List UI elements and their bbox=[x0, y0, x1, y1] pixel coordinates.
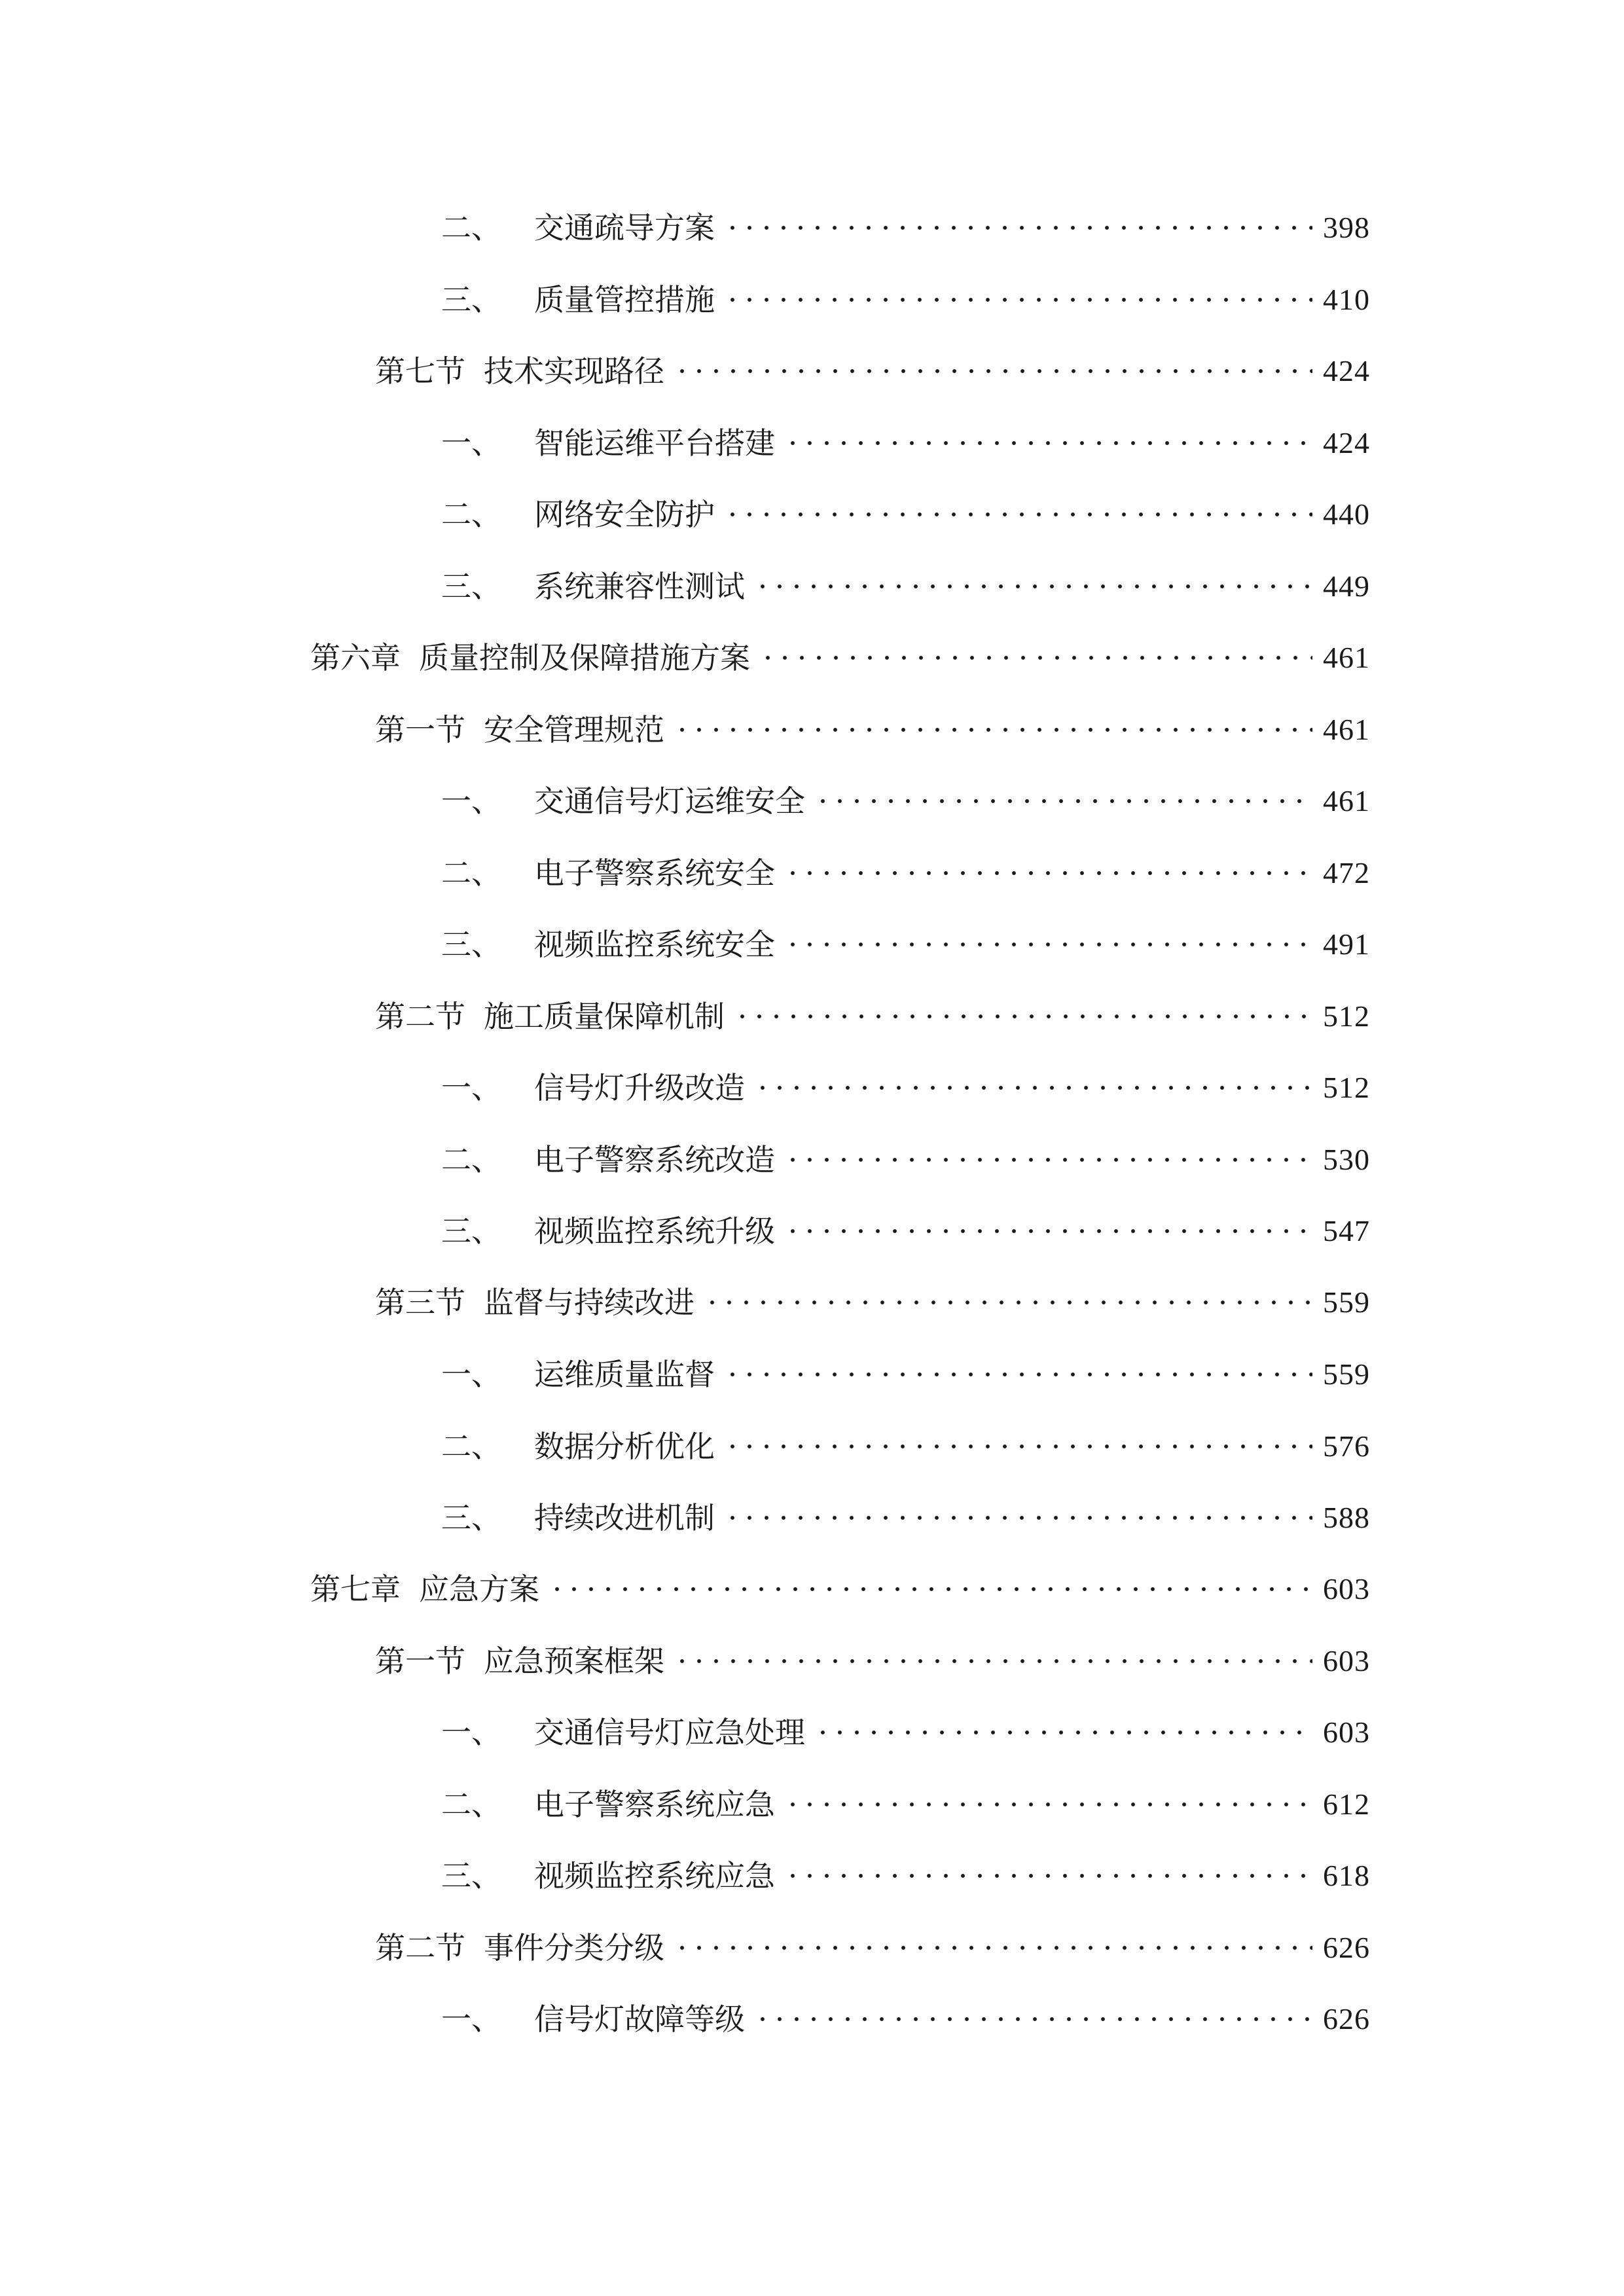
toc-entry-number: 三、 bbox=[441, 282, 501, 317]
toc-entry-page-number: 618 bbox=[1323, 1859, 1370, 1892]
toc-entry-page-number: 626 bbox=[1323, 2002, 1370, 2036]
dot-leader bbox=[759, 650, 1312, 666]
toc-entry-title: 电子警察系统安全 bbox=[534, 855, 775, 891]
toc-entry-title: 监督与持续改进 bbox=[484, 1285, 695, 1320]
toc-entry-title: 事件分类分级 bbox=[484, 1930, 664, 1965]
dot-leader bbox=[814, 1725, 1312, 1740]
toc-entry-title: 应急预案框架 bbox=[484, 1643, 664, 1679]
toc-entry-number: 一、 bbox=[441, 1715, 501, 1750]
dot-leader bbox=[784, 1868, 1312, 1884]
dot-leader bbox=[754, 579, 1312, 594]
toc-entry-number: 第三节 bbox=[375, 1285, 465, 1320]
toc-entry-number: 三、 bbox=[441, 1213, 501, 1249]
dot-leader bbox=[724, 1439, 1312, 1454]
toc-entry-number: 二、 bbox=[441, 497, 501, 532]
dot-leader bbox=[674, 1940, 1312, 1956]
toc-entry-number: 三、 bbox=[441, 1500, 501, 1535]
toc-entry[interactable] bbox=[441, 564, 1370, 609]
toc-entry-number: 二、 bbox=[441, 855, 501, 891]
toc-entry-page-number: 612 bbox=[1323, 1787, 1370, 1821]
dot-leader bbox=[674, 1653, 1312, 1669]
toc-entry-title: 技术实现路径 bbox=[484, 353, 664, 389]
dot-leader bbox=[784, 865, 1312, 881]
toc-entry-title: 电子警察系统应急 bbox=[534, 1787, 775, 1822]
toc-entry-title: 持续改进机制 bbox=[534, 1500, 715, 1535]
toc-entry-number: 第七章 bbox=[310, 1571, 401, 1607]
toc-entry-page-number: 461 bbox=[1323, 641, 1370, 674]
toc-entry[interactable] bbox=[441, 778, 1370, 824]
toc-entry-page-number: 588 bbox=[1323, 1501, 1370, 1534]
dot-leader bbox=[754, 1080, 1312, 1096]
dot-leader bbox=[784, 937, 1312, 952]
toc-entry-title: 质量管控措施 bbox=[534, 282, 715, 317]
toc-entry-page-number: 424 bbox=[1323, 426, 1370, 459]
toc-entry-page-number: 461 bbox=[1323, 713, 1370, 746]
toc-entry[interactable] bbox=[441, 1352, 1370, 1397]
toc-entry-number: 第二节 bbox=[375, 999, 465, 1034]
dot-leader bbox=[724, 507, 1312, 522]
toc-entry[interactable] bbox=[375, 1280, 1370, 1325]
toc-entry-number: 一、 bbox=[441, 2001, 501, 2037]
dot-leader bbox=[784, 1223, 1312, 1239]
toc-entry[interactable] bbox=[310, 635, 1370, 681]
toc-entry[interactable] bbox=[441, 1424, 1370, 1469]
toc-entry-title: 信号灯故障等级 bbox=[534, 2001, 745, 2037]
toc-entry-number: 第二节 bbox=[375, 1930, 465, 1965]
toc-entry-title: 应急方案 bbox=[419, 1571, 539, 1607]
toc-entry-number: 二、 bbox=[441, 1787, 501, 1822]
toc-entry-page-number: 547 bbox=[1323, 1214, 1370, 1247]
dot-leader bbox=[674, 363, 1312, 379]
toc-entry[interactable] bbox=[441, 1853, 1370, 1899]
toc-entry[interactable] bbox=[375, 348, 1370, 394]
dot-leader bbox=[724, 292, 1312, 308]
toc-entry-page-number: 603 bbox=[1323, 1715, 1370, 1749]
toc-entry-number: 第一节 bbox=[375, 712, 465, 747]
toc-entry[interactable] bbox=[441, 1996, 1370, 2042]
dot-leader bbox=[814, 793, 1312, 809]
toc-entry-title: 数据分析优化 bbox=[534, 1429, 715, 1464]
toc-entry[interactable] bbox=[441, 492, 1370, 537]
toc-entry-title: 智能运维平台搭建 bbox=[534, 425, 775, 461]
toc-entry-page-number: 576 bbox=[1323, 1429, 1370, 1463]
toc-entry-number: 二、 bbox=[441, 1142, 501, 1177]
toc-entry[interactable] bbox=[441, 1065, 1370, 1111]
toc-entry[interactable] bbox=[310, 1566, 1370, 1612]
toc-entry-number: 三、 bbox=[441, 1858, 501, 1893]
toc-entry-number: 第六章 bbox=[310, 640, 401, 675]
toc-entry-page-number: 440 bbox=[1323, 497, 1370, 531]
toc-entry-page-number: 491 bbox=[1323, 927, 1370, 961]
toc-entry-number: 一、 bbox=[441, 1357, 501, 1392]
toc-entry-number: 一、 bbox=[441, 1070, 501, 1105]
toc-entry-title: 安全管理规范 bbox=[484, 712, 664, 747]
dot-leader bbox=[784, 435, 1312, 451]
toc-entry-page-number: 530 bbox=[1323, 1143, 1370, 1176]
toc-entry-number: 第七节 bbox=[375, 353, 465, 389]
toc-entry[interactable] bbox=[441, 850, 1370, 896]
toc-entry-title: 系统兼容性测试 bbox=[534, 569, 745, 604]
toc-entry[interactable] bbox=[441, 1782, 1370, 1827]
toc-entry-number: 三、 bbox=[441, 569, 501, 604]
toc-entry-title: 视频监控系统升级 bbox=[534, 1213, 775, 1249]
dot-leader bbox=[754, 2011, 1312, 2027]
toc-entry-number: 三、 bbox=[441, 927, 501, 962]
toc-entry-title: 交通信号灯运维安全 bbox=[534, 783, 805, 819]
toc-entry[interactable] bbox=[441, 922, 1370, 967]
toc-entry[interactable] bbox=[441, 205, 1370, 251]
toc-entry[interactable] bbox=[441, 1495, 1370, 1541]
toc-entry[interactable] bbox=[441, 420, 1370, 466]
toc-entry-title: 网络安全防护 bbox=[534, 497, 715, 532]
toc-entry[interactable] bbox=[375, 1925, 1370, 1971]
toc-entry[interactable] bbox=[441, 277, 1370, 323]
toc-entry-title: 施工质量保障机制 bbox=[484, 999, 725, 1034]
toc-entry-page-number: 603 bbox=[1323, 1572, 1370, 1605]
toc-entry[interactable] bbox=[441, 1710, 1370, 1755]
toc-entry-page-number: 398 bbox=[1323, 211, 1370, 244]
toc-entry-number: 二、 bbox=[441, 1429, 501, 1464]
toc-entry-title: 交通信号灯应急处理 bbox=[534, 1715, 805, 1750]
toc-entry[interactable] bbox=[375, 994, 1370, 1039]
toc-entry[interactable] bbox=[441, 1208, 1370, 1254]
dot-leader bbox=[784, 1152, 1312, 1168]
toc-entry-title: 运维质量监督 bbox=[534, 1357, 715, 1392]
dot-leader bbox=[724, 1367, 1312, 1382]
toc-entry-page-number: 461 bbox=[1323, 784, 1370, 817]
toc-entry-number: 二、 bbox=[441, 210, 501, 245]
toc-entry[interactable] bbox=[375, 1638, 1370, 1684]
toc-entry-title: 质量控制及保障措施方案 bbox=[419, 640, 750, 675]
toc-entry-page-number: 559 bbox=[1323, 1285, 1370, 1319]
toc-entry-number: 一、 bbox=[441, 425, 501, 461]
toc-entry-title: 信号灯升级改造 bbox=[534, 1070, 745, 1105]
toc-entry-page-number: 424 bbox=[1323, 354, 1370, 387]
toc-entry-page-number: 472 bbox=[1323, 856, 1370, 889]
toc-entry-title: 视频监控系统安全 bbox=[534, 927, 775, 962]
dot-leader bbox=[674, 722, 1312, 738]
toc-entry-page-number: 410 bbox=[1323, 283, 1370, 316]
toc-entry-page-number: 449 bbox=[1323, 569, 1370, 603]
toc-entry-number: 第一节 bbox=[375, 1643, 465, 1679]
toc-entry[interactable] bbox=[441, 1137, 1370, 1183]
dot-leader bbox=[724, 220, 1312, 236]
toc-entry[interactable] bbox=[375, 707, 1370, 753]
dot-leader bbox=[704, 1295, 1312, 1310]
toc-entry-title: 视频监控系统应急 bbox=[534, 1858, 775, 1893]
toc-entry-page-number: 559 bbox=[1323, 1357, 1370, 1391]
toc-entry-page-number: 626 bbox=[1323, 1931, 1370, 1964]
dot-leader bbox=[784, 1797, 1312, 1812]
dot-leader bbox=[549, 1581, 1312, 1597]
dot-leader bbox=[724, 1510, 1312, 1526]
dot-leader bbox=[734, 1009, 1312, 1024]
toc-entry-title: 交通疏导方案 bbox=[534, 210, 715, 245]
toc-entry-title: 电子警察系统改造 bbox=[534, 1142, 775, 1177]
toc-entry-page-number: 512 bbox=[1323, 999, 1370, 1033]
toc-entry-page-number: 603 bbox=[1323, 1644, 1370, 1677]
toc-entry-page-number: 512 bbox=[1323, 1071, 1370, 1104]
toc-entry-number: 一、 bbox=[441, 783, 501, 819]
